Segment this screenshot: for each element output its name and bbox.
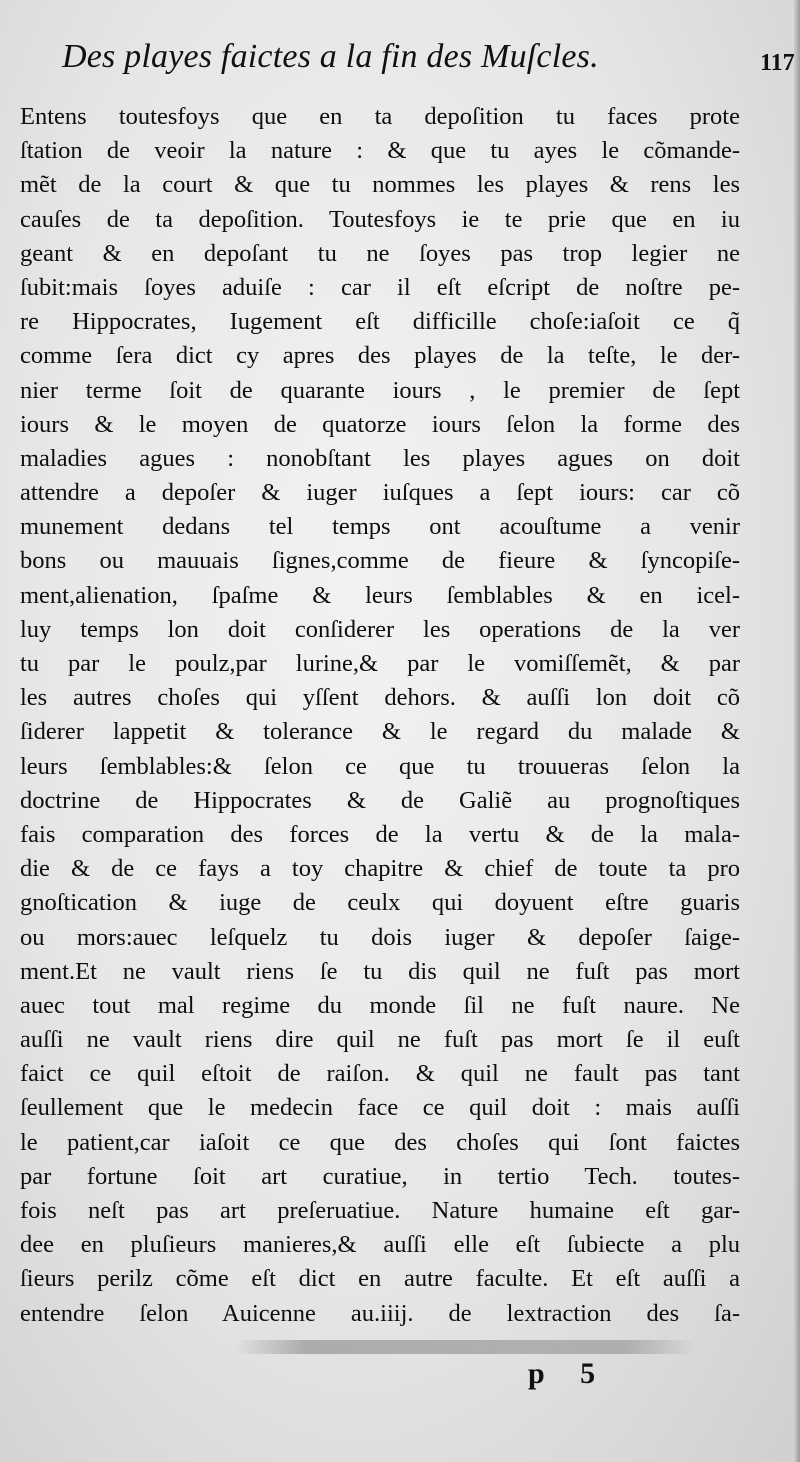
show-through-bleed <box>236 1340 696 1354</box>
text-line: ſiderer lappetit & tolerance & le regard du malade & <box>20 718 740 746</box>
folio-number: 117 <box>760 50 795 76</box>
text-line: ſtation de veoir la nature : & que tu ayes le cõmande- <box>20 137 740 165</box>
text-line: luy temps lon doit conſiderer les operations de la ver <box>20 615 740 643</box>
text-line: mẽt de la court & que tu nommes les playes & rens les <box>20 171 740 199</box>
text-line: auec tout mal regime du monde ſil ne fuſt naure. Ne <box>20 991 740 1019</box>
text-line: ſubit:mais ſoyes aduiſe : car il eſt eſcript de noſtre pe- <box>20 273 740 301</box>
text-line: nier terme ſoit de quarante iours , le premier de ſept <box>20 376 740 404</box>
text-line: cauſes de ta depoſition. Toutesfoys ie te prie que en iu <box>20 205 740 233</box>
text-line: Entens toutesfoys que en ta depoſition tu faces prote <box>20 103 740 130</box>
text-line: gnoſtication & iuge de ceulx qui doyuent eſtre guaris <box>20 889 740 917</box>
text-line: attendre a depoſer & iuger iuſques a ſept iours: car cõ <box>20 479 740 507</box>
text-line: iours & le moyen de quatorze iours ſelon la forme des <box>20 410 740 438</box>
text-line: ſieurs perilz cõme eſt dict en autre faculte. Et eſt auſſi a <box>20 1265 740 1293</box>
text-line: par fortune ſoit art curatiue, in tertio Tech. toutes- <box>20 1162 740 1190</box>
text-line: faict ce quil eſtoit de raiſon. & quil ne fault pas tant <box>20 1060 740 1088</box>
text-line: fais comparation des forces de la vertu & de la mala- <box>20 820 740 848</box>
text-line: munement dedans tel temps ont acouſtume a venir <box>20 513 740 541</box>
text-line: leurs ſemblables:& ſelon ce que tu trouueras ſelon la <box>20 752 740 780</box>
text-line: doctrine de Hippocrates & de Galiẽ au prognoſtiques <box>20 786 740 814</box>
text-line: ment,alienation, ſpaſme & leurs ſemblables & en icel- <box>20 581 740 609</box>
text-line: re Hippocrates, Iugement eſt difficille choſe:iaſoit ce q̃ <box>20 308 740 336</box>
text-line: les autres choſes qui yſſent dehors. & auſſi lon doit cõ <box>20 684 740 712</box>
text-line: entendre ſelon Auicenne au.iiij. de lextraction des ſa- <box>20 1299 740 1327</box>
page-edge-shadow <box>794 0 800 1462</box>
text-line: die & de ce fays a toy chapitre & chief de toute ta pro <box>20 855 740 883</box>
text-line: ou mors:auec leſquelz tu dois iuger & depoſer ſaige- <box>20 923 740 951</box>
text-line: tu par le poulz,par lurine,& par le vomiſſemẽt, & par <box>20 650 740 677</box>
text-line: maladies agues : nonobſtant les playes agues on doit <box>20 444 740 472</box>
signature-mark: p 5 <box>528 1357 610 1390</box>
text-line: dee en pluſieurs manieres,& auſſi elle eſt ſubiecte a plu <box>20 1231 740 1259</box>
text-line: bons ou mauuais ſignes,comme de fieure & ſyncopiſe- <box>20 547 740 575</box>
text-line: ſeullement que le medecin face ce quil doit : mais auſſi <box>20 1094 740 1122</box>
body-text <box>20 100 740 1331</box>
text-line: fois neſt pas art preſeruatiue. Nature humaine eſt gar- <box>20 1197 740 1224</box>
running-title: Des playes faictes a la fin des Muſcles. <box>62 38 599 75</box>
text-line: ment.Et ne vault riens ſe tu dis quil ne fuſt pas mort <box>20 957 740 985</box>
text-line: geant & en depoſant tu ne ſoyes pas trop legier ne <box>20 239 740 267</box>
text-line: auſſi ne vault riens dire quil ne fuſt pas mort ſe il euſt <box>20 1026 740 1054</box>
text-line: le patient,car iaſoit ce que des choſes qui ſont faictes <box>20 1128 740 1156</box>
text-line: comme ſera dict cy apres des playes de la teſte, le der- <box>20 342 740 370</box>
